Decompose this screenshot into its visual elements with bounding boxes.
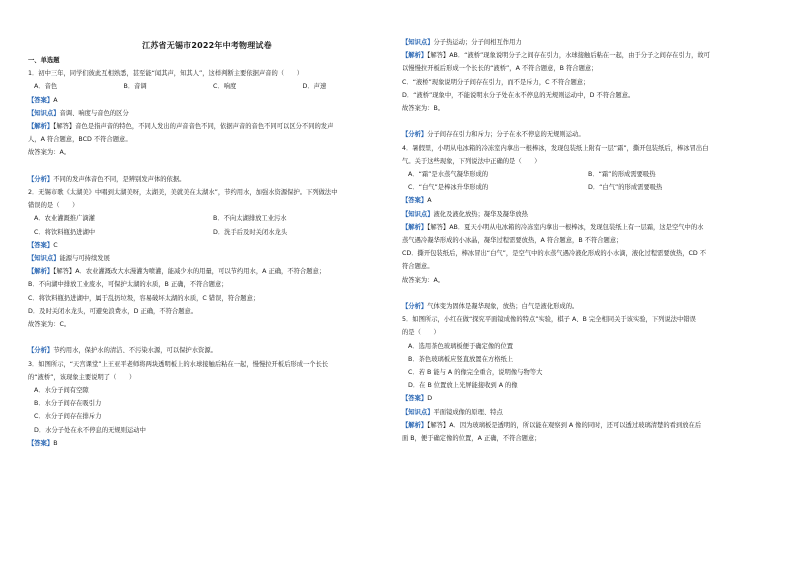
analysis-text: 不同的发声体音色不同，是辨别发声体的依据。 <box>53 175 186 183</box>
q2-explanation-2: B．不向湖中排放工业废水，可保护太湖的水质，B 正确，不符合题意； <box>28 281 228 289</box>
explanation-tag: 【解析】 <box>402 421 428 429</box>
analysis-text: 气体变为固体是凝华现象，放热；白气是液化形成的。 <box>427 303 579 311</box>
knowledge-value: 音调、响度与音色的区分 <box>59 109 129 117</box>
q5-stem-1: 5．如图所示，小红在做“探究平面镜成像的特点”实验，棋子 A、B 完全相同关于该实验，下列说法中错误 <box>402 316 696 324</box>
q1-options <box>28 80 386 93</box>
explanation-tag: 【解析】 <box>402 52 428 60</box>
q1-explanation-1 <box>28 120 386 133</box>
q4-knowledge <box>402 208 762 221</box>
q4-stem-2: 气。关于这些现象，下列说法中正确的是（ ） <box>402 157 541 165</box>
q1-knowledge <box>28 107 386 120</box>
explanation-text: 【解答】A．农业灌溉改大水漫灌为喷灌，能减少水的用量，可以节约用水，A 正确，不符合题意； <box>53 268 326 276</box>
q2-analysis <box>28 344 386 357</box>
q4-explanation-1 <box>402 221 762 234</box>
answer-tag: 【答案】 <box>402 395 428 403</box>
explanation-tag: 【解析】 <box>28 268 54 276</box>
section-heading: 一、单选题 <box>28 57 60 64</box>
q5-stem-2: 的是（ ） <box>402 329 440 337</box>
q3-option-d: D．水分子处在永不停息的无规则运动中 <box>34 426 146 434</box>
explanation-tag: 【解析】 <box>28 123 54 131</box>
knowledge-value: 平面镜成像的原理、特点 <box>433 408 503 416</box>
q4-option-b: B．“霜”的形成需要吸热 <box>588 171 656 179</box>
q2-explanation-3: C．将饮料瓶扔进湖中，属于乱扔垃圾，容易破坏太湖的水质，C 错误，符合题意； <box>28 294 260 302</box>
analysis-text: 分子间存在引力和斥力；分子在永不停息的无规则运动。 <box>427 131 585 139</box>
q4-explanation-5: 故答案为：A。 <box>402 276 445 284</box>
q5-option-c: C．若 B 能与 A 的像完全重合，说明像与物等大 <box>408 369 543 377</box>
q3-option-a: A．水分子间有空隙 <box>34 387 89 395</box>
q1-answer <box>28 94 386 107</box>
q2-explanation-5: 故答案为：C。 <box>28 321 71 329</box>
q5-answer <box>402 392 762 405</box>
q3-explanation-2: 以慢慢拉开板后形成一个长长的“液桥”，A 不符合题意，B 符合题意； <box>402 65 598 73</box>
q2-options-row-1 <box>28 212 386 225</box>
q5-option-b: B．茶色玻璃板应竖直放置在方格纸上 <box>408 355 514 363</box>
answer-value: C <box>53 241 58 249</box>
analysis-tag: 【分析】 <box>402 303 428 311</box>
q2-answer <box>28 239 386 252</box>
answer-tag: 【答案】 <box>28 241 54 249</box>
knowledge-value: 液化及液化放热；凝华及凝华放热 <box>433 210 528 218</box>
explanation-text: 【解答】A．因为玻璃板是透明的，所以能在观察到 A 像的同时，还可以透过玻璃清楚的看到放在后 <box>427 421 702 429</box>
q3-analysis <box>402 128 762 141</box>
q2-knowledge <box>28 252 386 265</box>
q4-option-a: A．“霜”是水蒸气凝华形成的 <box>408 171 489 179</box>
answer-value: D <box>427 395 433 403</box>
q1-explanation-2: 人，A 符合题意，BCD 不符合题意。 <box>28 136 132 144</box>
answer-tag: 【答案】 <box>402 197 428 205</box>
q2-options-row-2 <box>28 226 386 239</box>
q4-option-d: D．“白气”的形成需要吸热 <box>588 184 663 192</box>
answer-tag: 【答案】 <box>28 96 54 104</box>
q2-option-d: D．洗手后及时关闭水龙头 <box>213 228 288 236</box>
q3-knowledge <box>402 36 762 49</box>
q3-stem-2: 的“液桥”，该现象主要说明了（ ） <box>28 373 136 381</box>
q1-option-a: A．音色 <box>34 83 58 91</box>
answer-tag: 【答案】 <box>28 439 54 447</box>
q3-stem-1: 3．如图所示，“天宫课堂”上王亚平老师将两块透明板上的水球接触后粘在一起，慢慢拉开板后形成一个长长 <box>28 360 329 368</box>
analysis-tag: 【分析】 <box>28 347 54 355</box>
q4-explanation-4: 符合题意。 <box>402 263 434 271</box>
q2-stem-1: 2．无锡市歌《太湖美》中唱到太湖美呀，太湖美，美就美在太湖水”，节约用水，加强水资源保护。下列做法中 <box>28 189 338 197</box>
knowledge-tag: 【知识点】 <box>402 210 434 218</box>
q4-options-row-2 <box>402 181 762 194</box>
q1-stem: 1．初中三年，同学们彼此互相熟悉，甚至能“闻其声，知其人”，这样判断主要依据声音的（ ） <box>28 70 303 78</box>
answer-value: A <box>53 96 58 104</box>
q4-stem-1: 4．暑假里，小明从电冰箱的冷冻室内拿出一根棒冰，发现包装纸上附有一层“霜”，撕开包装纸后，棒冰冒出白 <box>402 144 709 152</box>
q5-option-d: D．在 B 位置放上光屏能接收到 A 的像 <box>408 382 518 390</box>
analysis-text: 节约用水，保护水的清洁、不污染水源，可以保护水资源。 <box>53 347 217 355</box>
answer-value: B <box>53 439 58 447</box>
q3-explanation-1 <box>402 49 762 62</box>
knowledge-value: 分子热运动；分子间相互作用力 <box>433 39 522 46</box>
q2-stem-2: 错误的是（ ） <box>28 202 79 210</box>
q3-option-c: C．水分子间存在排斥力 <box>34 413 102 421</box>
q5-option-a: A．选用茶色玻璃板便于确定像的位置 <box>408 342 514 350</box>
answer-value: A <box>427 197 432 205</box>
q1-option-d: D．声速 <box>302 83 327 91</box>
q4-answer <box>402 194 762 207</box>
right-column <box>402 36 762 445</box>
q1-analysis <box>28 173 386 186</box>
q3-explanation-3: C．“液桥”现象说明分子间存在引力，而不是斥力，C 不符合题意； <box>402 78 590 86</box>
q2-option-b: B．不向太湖排放工业污水 <box>213 215 287 223</box>
knowledge-value: 能源与可持续发展 <box>59 255 110 263</box>
explanation-text: 【解答】AB．“液桥”现象说明分子之间存在引力，水球接触后粘在一起，由于分子之间存在引力，故可 <box>427 52 710 60</box>
q4-options-row-1 <box>402 168 762 181</box>
knowledge-tag: 【知识点】 <box>402 408 434 416</box>
q5-knowledge <box>402 406 762 419</box>
explanation-tag: 【解析】 <box>402 223 428 231</box>
q2-option-a: A．农业灌溉推广滴灌 <box>34 215 95 223</box>
document-title: 江苏省无锡市2022年中考物理试卷 <box>142 41 272 50</box>
q5-explanation-2: 面 B，便于确定像的位置，A 正确，不符合题意； <box>402 435 541 443</box>
q2-option-c: C．将饮料瓶扔进湖中 <box>34 228 96 236</box>
q1-explanation-3: 故答案为：A。 <box>28 149 71 157</box>
knowledge-tag: 【知识点】 <box>402 39 434 46</box>
left-column <box>28 54 386 450</box>
q2-explanation-1 <box>28 265 386 278</box>
explanation-text: 【解答】音色是指声音的特色，不同人发出的声音音色不同，依据声音的音色不同可以区分不同的发声 <box>53 123 334 131</box>
q1-option-c: C．响度 <box>213 83 237 91</box>
q3-explanation-4: D．“液桥”现象中，不能说明水分子处在永不停息的无规则运动中，D 不符合题意。 <box>402 91 635 99</box>
explanation-text: 【解答】AB．夏天小明从电冰箱的冷冻室内拿出一根棒冰，发现包装纸上有一层霜，这是空气中的水 <box>427 223 704 231</box>
q3-answer <box>28 437 386 450</box>
q2-explanation-4: D．及时关闭水龙头，可避免浪费水，D 正确，不符合题意。 <box>28 307 198 315</box>
knowledge-tag: 【知识点】 <box>28 255 60 263</box>
analysis-tag: 【分析】 <box>28 175 54 183</box>
q3-explanation-5: 故答案为：B。 <box>402 105 445 113</box>
q4-analysis <box>402 300 762 313</box>
q1-option-b: B．音调 <box>123 83 147 91</box>
q3-option-b: B．水分子间存在吸引力 <box>34 400 102 408</box>
knowledge-tag: 【知识点】 <box>28 109 60 117</box>
q4-explanation-2: 蒸气遇冷凝华形成的小冰晶，凝华过程需要放热，A 符合题意，B 不符合题意； <box>402 237 623 245</box>
q4-option-c: C．“白气”是棒冰升华形成的 <box>408 184 489 192</box>
analysis-tag: 【分析】 <box>402 131 428 139</box>
q5-explanation-1 <box>402 419 762 432</box>
q4-explanation-3: CD．撕开包装纸后，棒冰冒出“白气”，是空气中的水蒸气遇冷液化形成的小水滴，液化过程需要放热，CD 不 <box>402 250 707 258</box>
